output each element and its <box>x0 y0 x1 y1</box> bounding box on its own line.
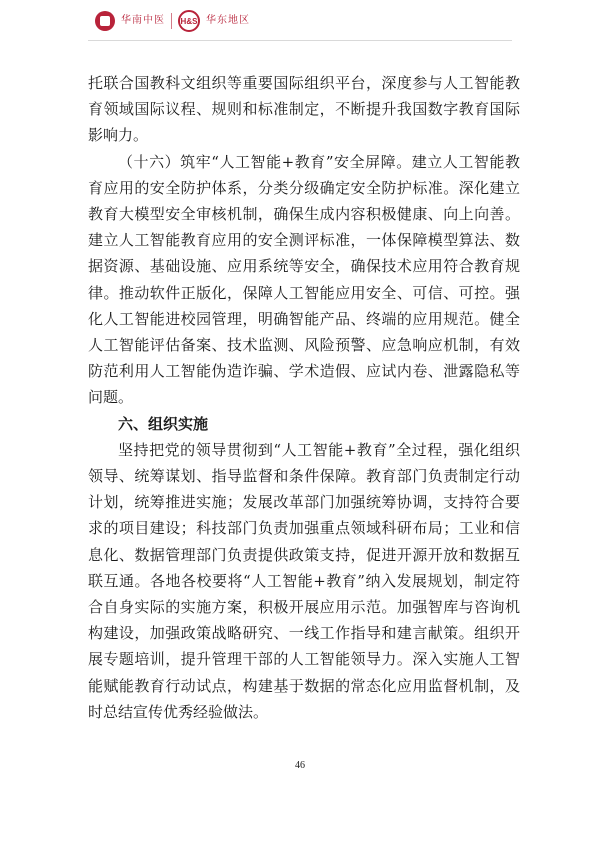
section-heading: 六、组织实施 <box>118 414 209 433</box>
paragraph-continued: 托联合国教科文组织等重要国际组织平台，深度参与人工智能教育领域国际议程、规则和标准制定，不断提升我国数字教育国际影响力。 <box>88 74 520 145</box>
document-body <box>88 70 520 725</box>
paragraph-organization: 坚持把党的领导贯彻到“人工智能+教育”全过程，强化组织领导、统筹谋划、指导监督和条件保障。教育部门负责制定行动计划，统筹推进实施；发展改革部门加强统筹协调，支持符合要求的项目建设；科技部门负责加强重点领域科研布局；工业和信息化、数据管理部门负责提供政策支持，促进开源开放和数据互联互通。各地各校要将“人工智能+教育”纳入发展规划，制定符合自身实际的实施方案，积极开展应用示范。加强智库与咨询机构建设，加强政策战略研究、一线工作指导和建言献策。组织开展专题培训，提升管理干部的人工智能领导力。深入实施人工智能赋能教育行动试点，构建基于数据的常态化应用监督机制，及时总结宣传优秀经验做法。 <box>88 440 520 721</box>
header-divider <box>88 40 512 41</box>
hs-logo-icon: H&S <box>178 10 200 32</box>
hs-logo-text: 华东地区 <box>206 15 250 26</box>
page-header <box>95 8 250 34</box>
paragraph-section-16: （十六）筑牢“人工智能+教育”安全屏障。建立人工智能教育应用的安全防护体系，分类分级确定安全防护标准。深化建立教育大模型安全审核机制，确保生成内容积极健康、向上向善。建立人工智能教育应用的安全测评标准，一体保障模型算法、数据资源、基础设施、应用系统等安全，确保技术应用符合教育规律。推动软件正版化，保障人工智能应用安全、可信、可控。强化人工智能进校园管理，明确智能产品、终端的应用规范。健全人工智能评估备案、技术监测、风险预警、应急响应机制，有效防范利用人工智能伪造诈骗、学术造假、应试内卷、泄露隐私等问题。 <box>88 152 520 407</box>
logo-divider <box>171 13 172 29</box>
brand-logo-icon <box>95 11 115 31</box>
brand-logo-text: 华南中医 <box>121 15 165 26</box>
page-number: 46 <box>295 760 305 771</box>
